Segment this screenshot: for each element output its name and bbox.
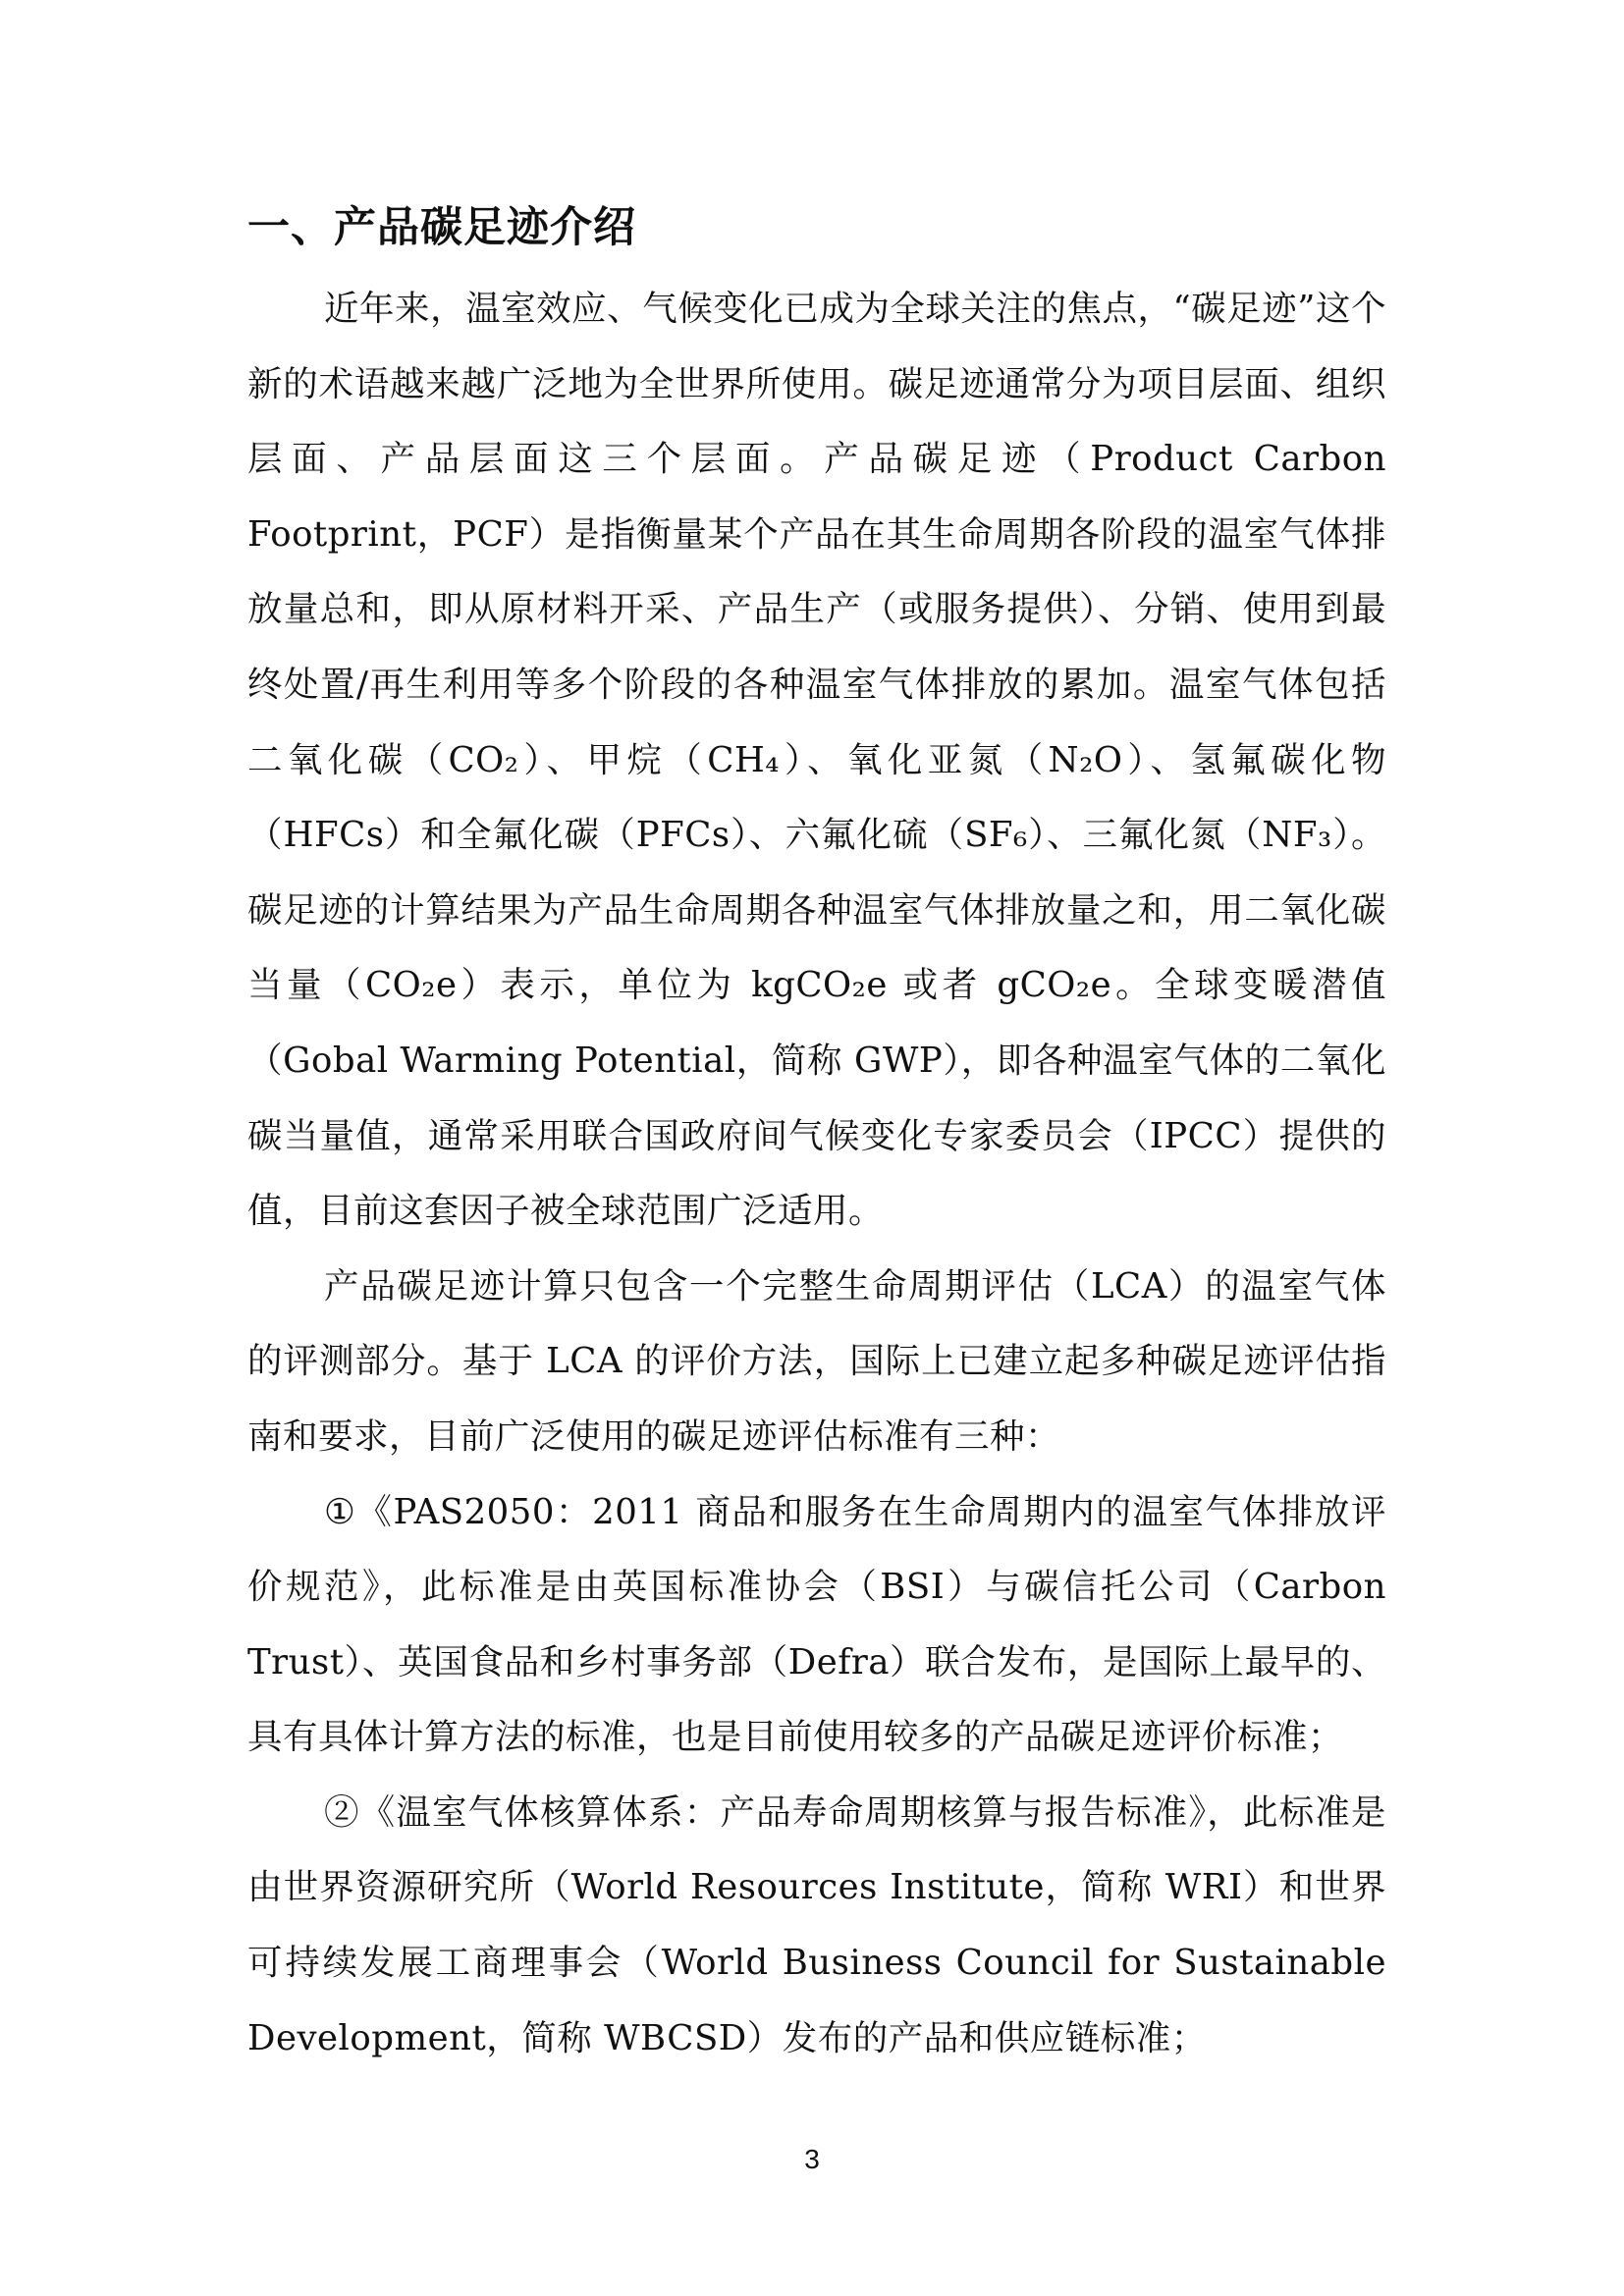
paragraph-pas2050: ①《PAS2050：2011 商品和服务在生命周期内的温室气体排放评价规范》，此标准是由英国标准协会（BSI）与碳信托公司（Carbon Trust）、英国食品和乡村事务部（Defra）联合发布，是国际上最早的、具有具体计算方法的标准，也是目前使用较多的产品碳足迹评价标准； [247, 1491, 1386, 1758]
page-number: 3 [804, 2144, 820, 2174]
section-heading: 一、产品碳足迹介绍 [247, 203, 636, 252]
body-text [247, 272, 1386, 2076]
paragraph-ghg-protocol: ②《温室气体核算体系：产品寿命周期核算与报告标准》，此标准是由世界资源研究所（World Resources Institute，简称 WRI）和世界可持续发展工商理事会（World Business Council for Sustainable Development，简称 WBCSD）发布的产品和供应链标准； [247, 1791, 1386, 2058]
paragraph-standards: 产品碳足迹计算只包含一个完整生命周期评估（LCA）的温室气体的评测部分。基于 LCA 的评价方法，国际上已建立起多种碳足迹评估指南和要求，目前广泛使用的碳足迹评估标准有三种： [247, 1265, 1386, 1457]
paragraph-intro: 近年来，温室效应、气候变化已成为全球关注的焦点，“碳足迹”这个新的术语越来越广泛地为全世界所使用。碳足迹通常分为项目层面、组织层面、产品层面这三个层面。产品碳足迹（Product Carbon Footprint，PCF）是指衡量某个产品在其生命周期各阶段的温室气体排放量总和，即从原材料开采、产品生产（或服务提供）、分销、使用到最终处置/再生利用等多个阶段的各种温室气体排放的累加。温室气体包括二氧化碳（CO₂）、甲烷（CH₄）、氧化亚氮（N₂O）、氢氟碳化物（HFCs）和全氟化碳（PFCs）、六氟化硫（SF₆）、三氟化氮（NF₃）。碳足迹的计算结果为产品生命周期各种温室气体排放量之和，用二氧化碳当量（CO₂e）表示，单位为 kgCO₂e 或者 gCO₂e。全球变暖潜值（Gobal Warming Potential，简称 GWP），即各种温室气体的二氧化碳当量值，通常采用联合国政府间气候变化专家委员会（IPCC）提供的值，目前这套因子被全球范围广泛适用。 [247, 289, 1386, 1232]
